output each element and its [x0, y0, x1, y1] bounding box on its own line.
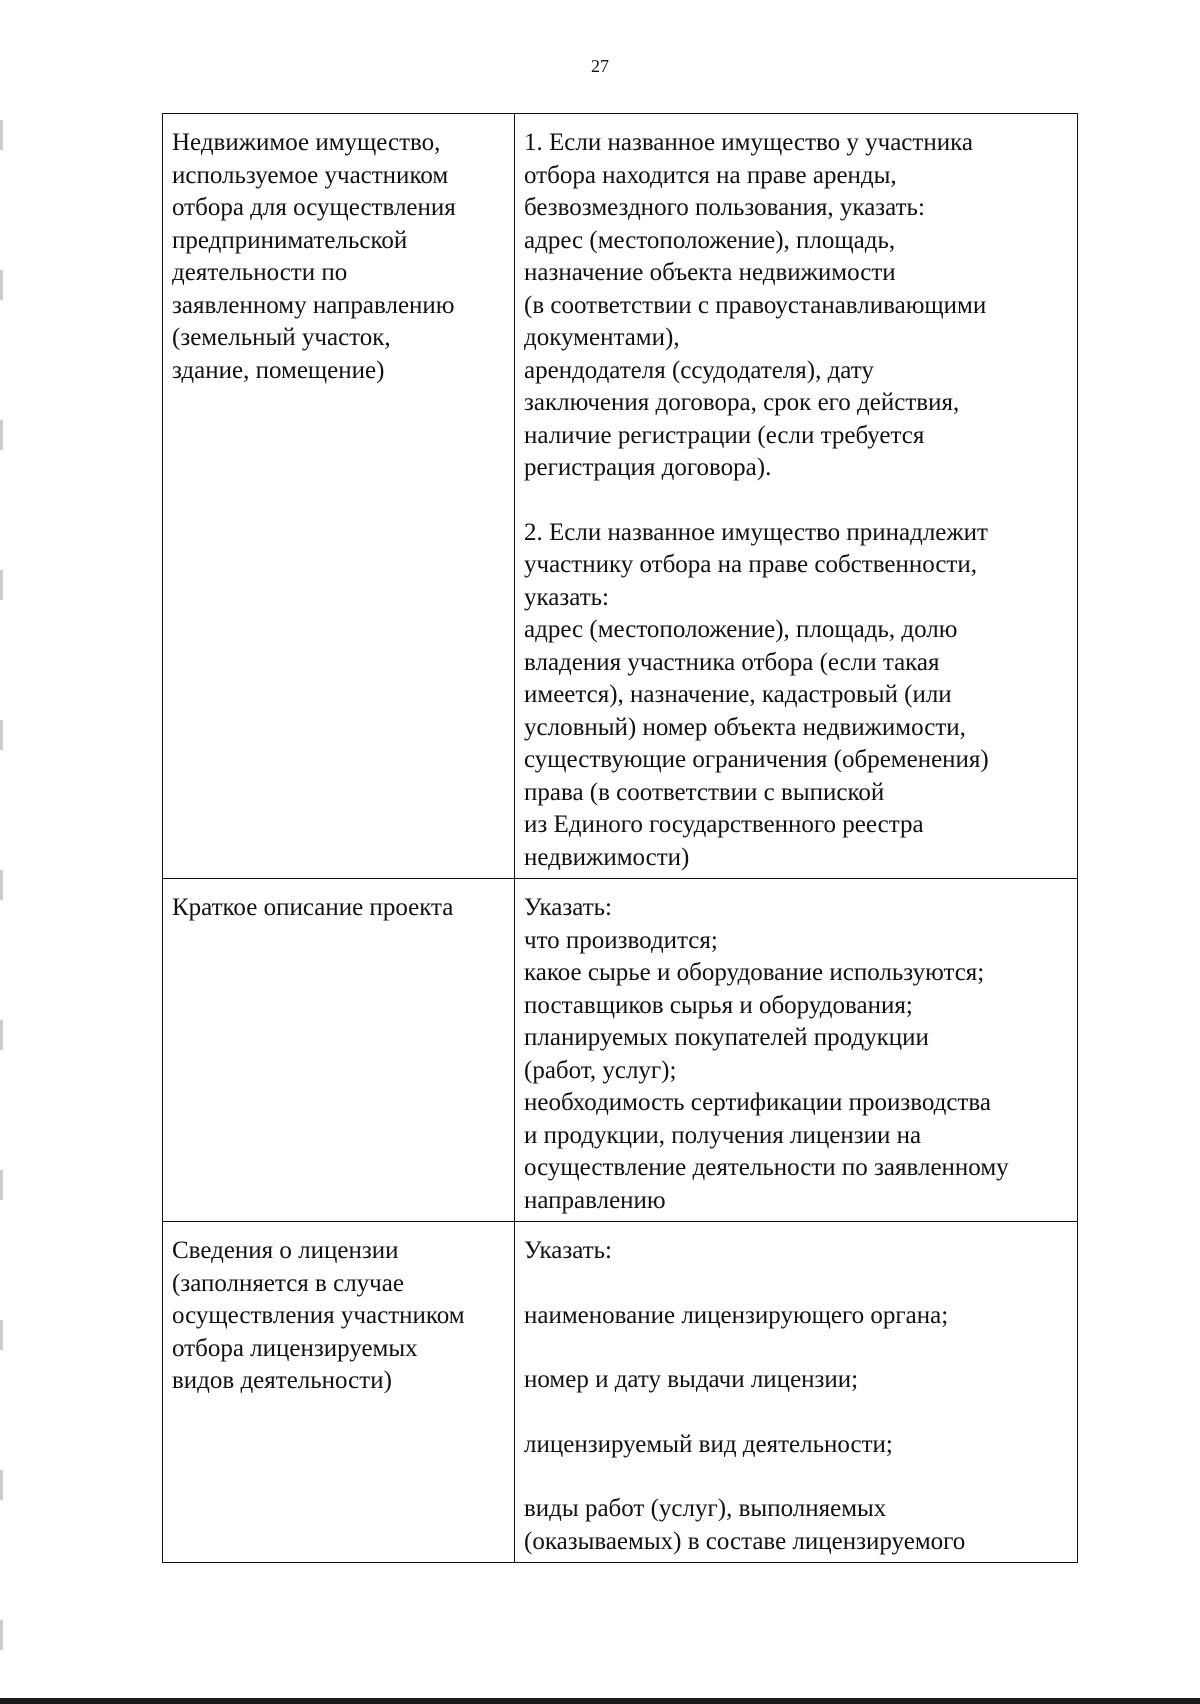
- content-line: имеется), назначение, кадастровый (или: [524, 681, 952, 708]
- paragraph-gap: [524, 1461, 1071, 1493]
- row-content-cell: [515, 114, 1078, 879]
- content-line: права (в соответствии с выпиской: [524, 778, 885, 806]
- content-line: из Единого государственного реестра: [524, 811, 924, 838]
- content-line: 2. Если названное имущество принадлежит: [524, 518, 988, 546]
- row-content-cell: [515, 879, 1078, 1222]
- content-line: осуществление деятельности по заявленному: [524, 1154, 1009, 1181]
- scan-edge-marks: [0, 0, 3, 1704]
- label-line: осуществления участником: [172, 1302, 465, 1329]
- label-line: (заполняется в случае: [172, 1269, 404, 1297]
- content-line: (в соответствии с правоустанавливающими: [524, 291, 987, 319]
- content-line: условный) номер объекта недвижимости,: [524, 713, 966, 741]
- row-content-cell: [515, 1222, 1078, 1563]
- label-line: отбора лицензируемых: [172, 1334, 418, 1362]
- content-line: безвозмездного пользования, указать:: [524, 194, 925, 221]
- content-line: что производится;: [524, 926, 718, 954]
- content-line: необходимость сертификации производства: [524, 1089, 991, 1116]
- table-row: [163, 114, 1078, 879]
- content-line: Указать:: [524, 894, 612, 921]
- label-line: используемое участником: [172, 161, 449, 189]
- label-line: деятельности по: [172, 259, 348, 286]
- content-line: отбора находится на праве аренды,: [524, 161, 897, 189]
- content-line: направлению: [524, 1186, 666, 1214]
- content-line: арендодателя (ссудодателя), дату: [524, 356, 874, 384]
- label-line: Недвижимое имущество,: [172, 129, 441, 156]
- paragraph-gap: [524, 1268, 1071, 1300]
- content-line: указать:: [524, 583, 609, 611]
- requirements-table: [162, 113, 1078, 1563]
- label-line: Сведения о лицензии: [172, 1237, 399, 1264]
- label-line: отбора для осуществления: [172, 194, 456, 221]
- row-label-cell: [163, 114, 515, 879]
- label-line: предпринимательской: [172, 226, 408, 254]
- scan-bottom-edge: [0, 1698, 1200, 1704]
- label-line: (земельный участок,: [172, 324, 391, 351]
- content-line: назначение объекта недвижимости: [524, 259, 896, 286]
- content-heading: Указать:: [524, 1237, 612, 1264]
- label-line: видов деятельности): [172, 1367, 392, 1394]
- content-line: лицензируемый вид деятельности;: [524, 1430, 893, 1458]
- content-line: адрес (местоположение), площадь,: [524, 226, 896, 254]
- content-line: существующие ограничения (обременения): [524, 746, 989, 773]
- paragraph-gap: [524, 485, 1071, 517]
- table-row: [163, 1222, 1078, 1563]
- paragraph-gap: [524, 1332, 1071, 1364]
- content-line: владения участника отбора (если такая: [524, 648, 940, 676]
- content-line: (работ, услуг);: [524, 1056, 677, 1084]
- content-line: недвижимости): [524, 843, 690, 871]
- content-line: и продукции, получения лицензии на: [524, 1121, 922, 1149]
- paragraph-gap: [524, 1397, 1071, 1429]
- label-line: здание, помещение): [172, 356, 385, 384]
- content-line: номер и дату выдачи лицензии;: [524, 1366, 859, 1393]
- content-line: участнику отбора на праве собственности,: [524, 551, 977, 578]
- content-line: регистрация договора).: [524, 454, 772, 481]
- content-line: 1. Если названное имущество у участника: [524, 129, 973, 156]
- content-line: заключения договора, срок его действия,: [524, 389, 960, 416]
- content-line: планируемых покупателей продукции: [524, 1024, 929, 1051]
- label-line: заявленному направлению: [172, 291, 455, 319]
- content-line: документами),: [524, 324, 680, 351]
- row-label-cell: [163, 1222, 515, 1563]
- content-line: какое сырье и оборудование используются;: [524, 959, 985, 986]
- content-line: наименование лицензирующего органа;: [524, 1301, 949, 1329]
- content-line: адрес (местоположение), площадь, долю: [524, 616, 958, 643]
- label-line: Краткое описание проекта: [172, 894, 454, 921]
- row-label-cell: [163, 879, 515, 1222]
- content-line: наличие регистрации (если требуется: [524, 421, 925, 449]
- table-row: [163, 879, 1078, 1222]
- content-line: (оказываемых) в составе лицензируемого: [524, 1527, 966, 1555]
- content-line: поставщиков сырья и оборудования;: [524, 991, 913, 1019]
- page-number: 27: [591, 56, 609, 76]
- content-line: виды работ (услуг), выполняемых: [524, 1495, 887, 1522]
